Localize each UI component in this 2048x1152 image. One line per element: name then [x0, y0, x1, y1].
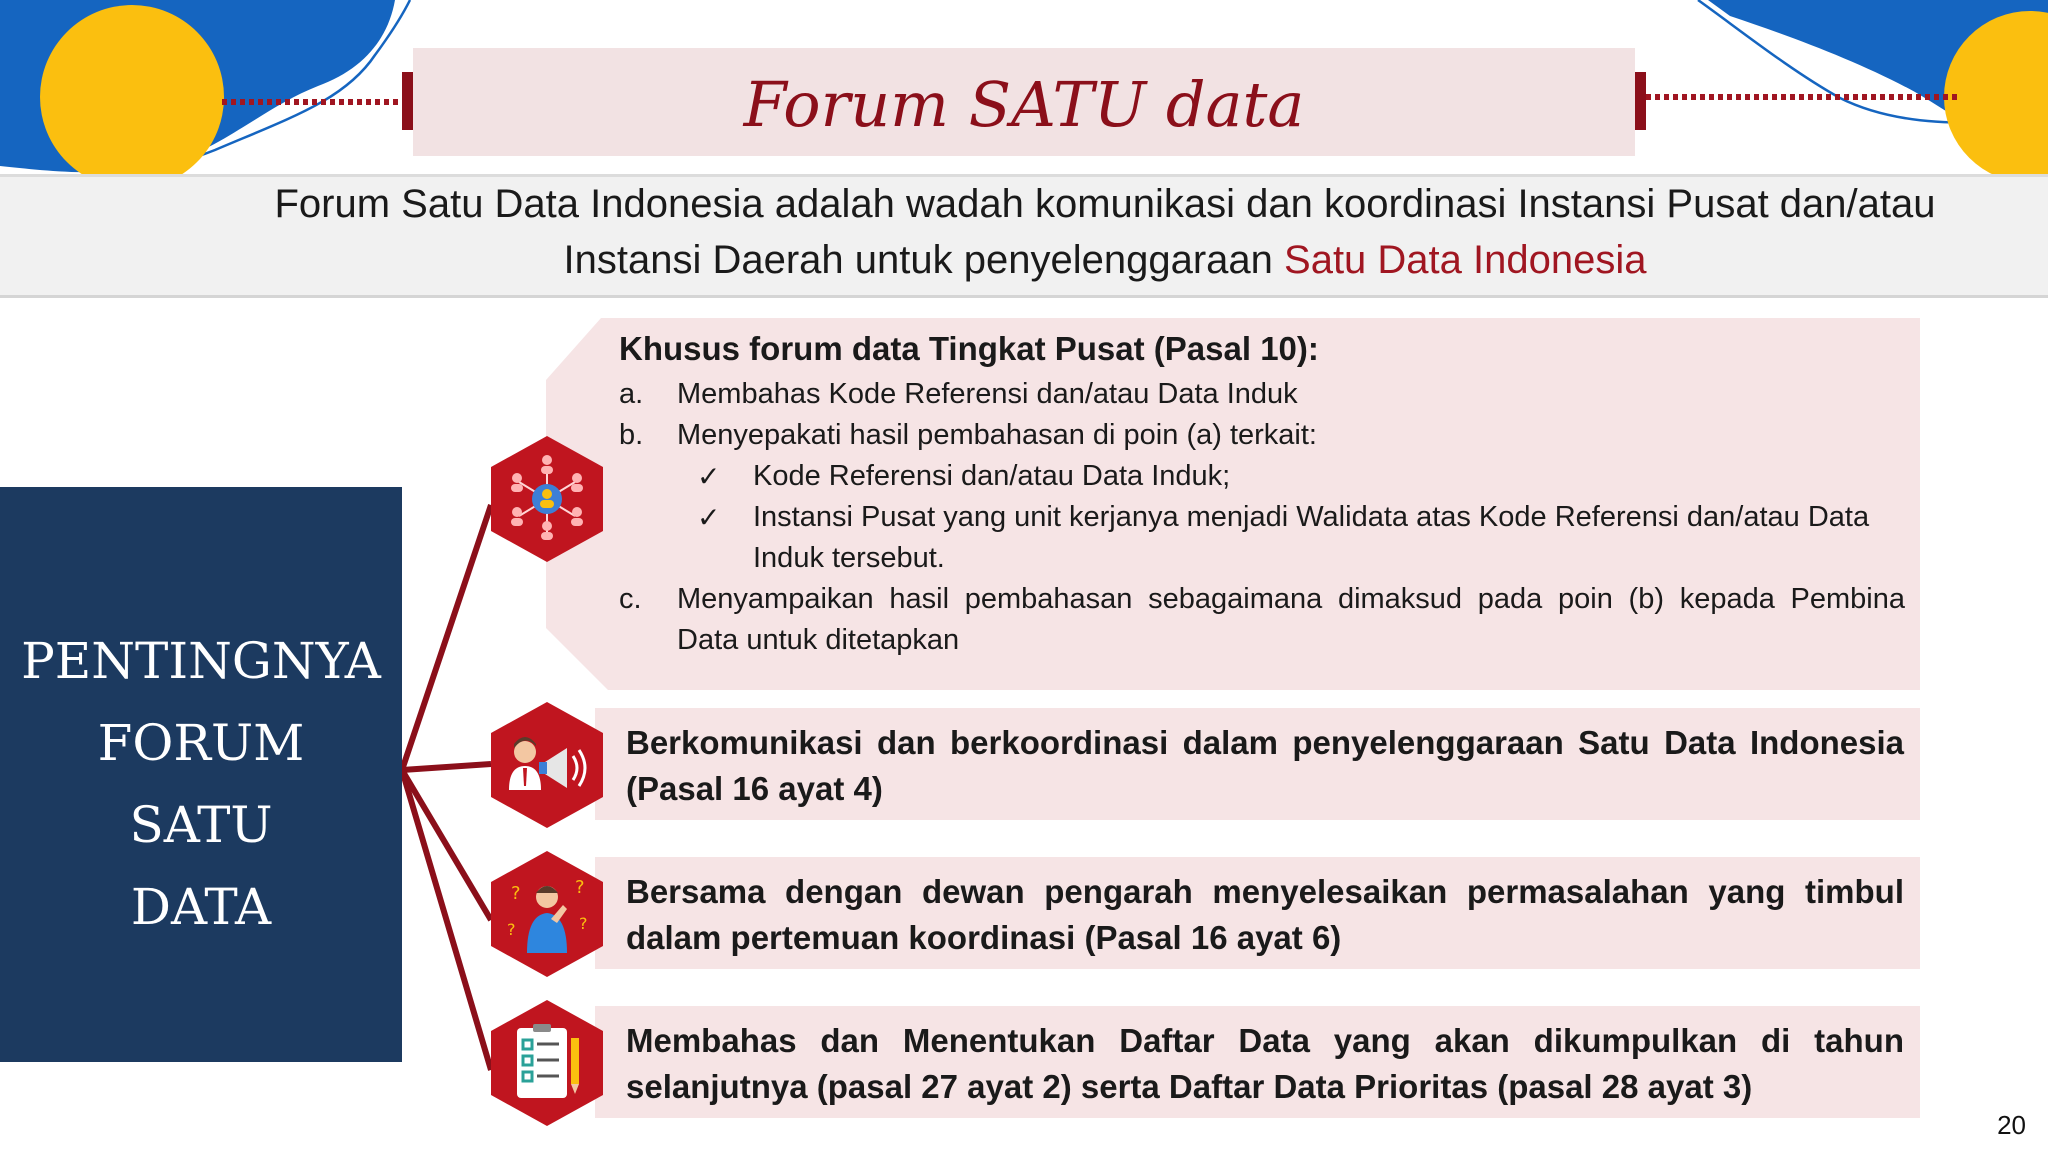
left-panel-title	[0, 620, 402, 948]
list-text: Menyampaikan hasil pembahasan sebagaimana dimaksud pada poin (b) kepada Pembina Data untuk ditetapkan	[677, 583, 1905, 656]
list-item	[619, 415, 1905, 456]
list-item	[619, 579, 1905, 661]
thinking-person-icon	[489, 849, 605, 979]
list-item	[619, 374, 1905, 415]
page-title: Forum SATU data	[743, 68, 1305, 141]
left-title-line: FORUM	[97, 714, 305, 772]
svg-text:?: ?	[511, 883, 521, 904]
check-item	[619, 497, 1905, 579]
card-permasalahan-text: Bersama dengan dewan pengarah menyelesaikan permasalahan yang timbul dalam pertemuan koordinasi (Pasal 16 ayat 6)	[626, 873, 1904, 956]
list-label: b.	[619, 419, 644, 451]
connector-2	[402, 764, 491, 770]
check-item	[619, 456, 1905, 497]
card-daftar-data-text: Membahas dan Menentukan Daftar Data yang akan dikumpulkan di tahun selanjutnya (pasal 27 ayat 2) serta Daftar Data Prioritas (pasal 28 ayat 3)	[626, 1022, 1904, 1105]
svg-text:?: ?	[507, 920, 516, 939]
svg-text:?: ?	[575, 877, 585, 898]
top-left-yellow-circle	[40, 5, 224, 189]
connector-3	[402, 770, 491, 920]
intro-text-plain: Forum Satu Data Indonesia adalah wadah komunikasi dan koordinasi Instansi Pusat dan/atau Instansi Daerah untuk penyelenggaraan	[274, 182, 1936, 282]
intro-text	[220, 176, 1990, 288]
check-text: Kode Referensi dan/atau Data Induk;	[753, 460, 1231, 492]
list-text: Membahas Kode Referensi dan/atau Data Induk	[677, 378, 1298, 410]
network-people-icon	[489, 434, 605, 564]
page-number: 20	[1997, 1110, 2026, 1140]
connector-4	[402, 770, 491, 1070]
card-pusat-content	[619, 324, 1905, 661]
list-label: a.	[619, 378, 644, 410]
card-komunikasi-text: Berkomunikasi dan berkoordinasi dalam penyelenggaraan Satu Data Indonesia (Pasal 16 ayat 4)	[626, 724, 1904, 807]
left-title-line: PENTINGNYA	[21, 632, 381, 690]
svg-text:?: ?	[579, 914, 588, 933]
list-text: Menyepakati hasil pembahasan di poin (a) terkait:	[677, 419, 1317, 451]
left-title-line: SATU	[129, 796, 273, 854]
checklist-icon	[489, 998, 605, 1128]
check-text: Instansi Pusat yang unit kerjanya menjadi Walidata atas Kode Referensi dan/atau Data Induk tersebut.	[753, 501, 1870, 574]
left-title-line: DATA	[130, 878, 272, 936]
list-label: c.	[619, 583, 642, 615]
intro-text-highlight: Satu Data Indonesia	[1284, 238, 1647, 282]
connector-1	[402, 505, 491, 770]
card-pusat-title: Khusus forum data Tingkat Pusat (Pasal 10):	[619, 330, 1319, 367]
checkmark-icon: ✓	[697, 461, 721, 492]
checkmark-icon: ✓	[697, 502, 721, 533]
megaphone-speaker-icon	[489, 700, 605, 830]
